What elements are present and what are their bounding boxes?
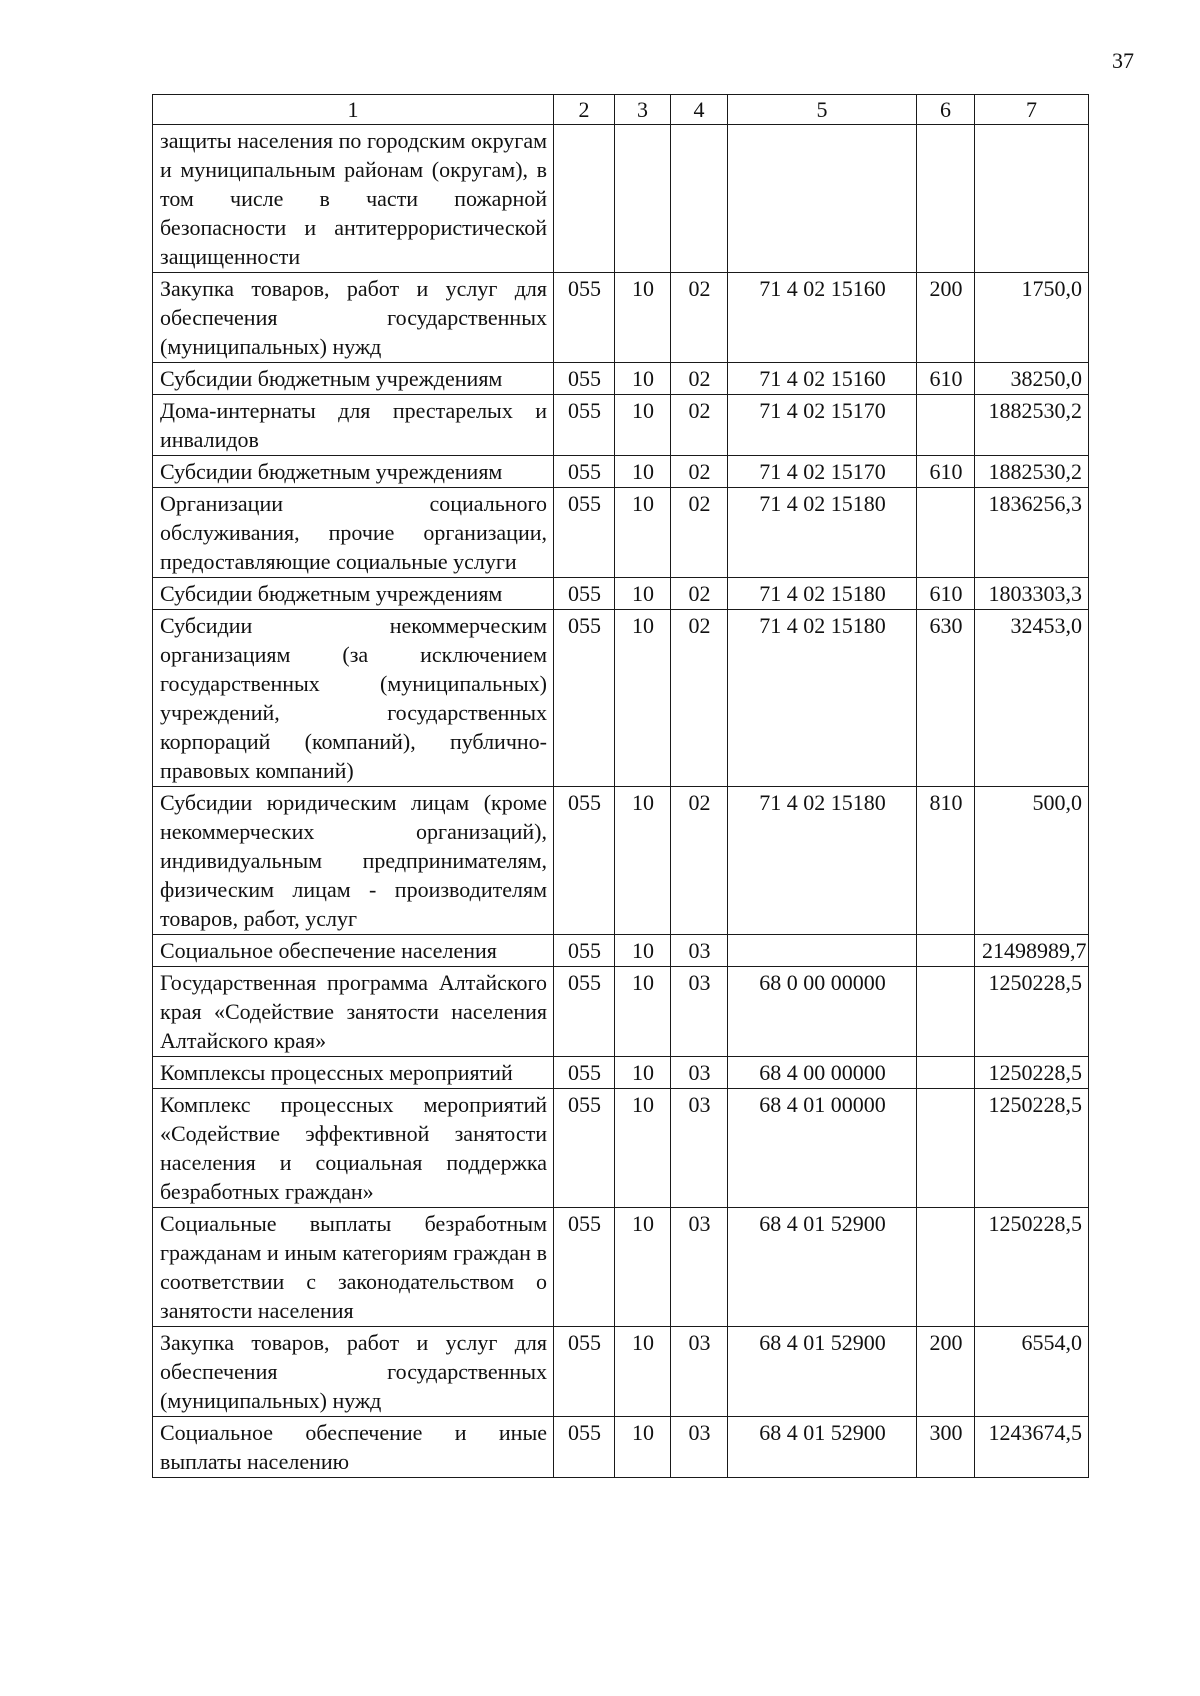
- ministry-code-cell: 055: [554, 1208, 615, 1327]
- expense-type-cell: [917, 125, 975, 273]
- section-code-cell: 10: [615, 363, 671, 395]
- ministry-code-cell: 055: [554, 456, 615, 488]
- amount-cell: 1750,0: [975, 273, 1089, 363]
- table-row: [153, 610, 1089, 787]
- expense-type-cell: 610: [917, 363, 975, 395]
- section-code-cell: 10: [615, 273, 671, 363]
- section-code-cell: 10: [615, 1208, 671, 1327]
- target-article-cell: 68 4 01 52900: [728, 1327, 917, 1417]
- expense-type-cell: [917, 1089, 975, 1208]
- section-code-cell: 10: [615, 1417, 671, 1478]
- expense-type-cell: 610: [917, 578, 975, 610]
- subsection-code-cell: 02: [671, 578, 728, 610]
- target-article-cell: 68 4 01 52900: [728, 1417, 917, 1478]
- target-article-cell: 71 4 02 15170: [728, 456, 917, 488]
- ministry-code-cell: 055: [554, 1417, 615, 1478]
- amount-cell: 1803303,3: [975, 578, 1089, 610]
- table-row: [153, 787, 1089, 935]
- target-article-cell: 71 4 02 15180: [728, 787, 917, 935]
- table-header-row: [153, 95, 1089, 125]
- ministry-code-cell: 055: [554, 578, 615, 610]
- header-cell-1: 1: [153, 95, 554, 125]
- expense-type-cell: [917, 488, 975, 578]
- amount-cell: 6554,0: [975, 1327, 1089, 1417]
- item-name-cell: Субсидии некоммерческим организациям (за исключением государственных (муниципальных) учреждений, государственных корпораций (компаний), публично-правовых компаний): [153, 610, 554, 787]
- amount-cell: 1243674,5: [975, 1417, 1089, 1478]
- expense-type-cell: 630: [917, 610, 975, 787]
- section-code-cell: 10: [615, 488, 671, 578]
- section-code-cell: 10: [615, 787, 671, 935]
- item-name-cell: Закупка товаров, работ и услуг для обеспечения государственных (муниципальных) нужд: [153, 273, 554, 363]
- table-row: [153, 273, 1089, 363]
- subsection-code-cell: 02: [671, 395, 728, 456]
- section-code-cell: 10: [615, 935, 671, 967]
- subsection-code-cell: 03: [671, 1208, 728, 1327]
- item-name-cell: Дома-интернаты для престарелых и инвалидов: [153, 395, 554, 456]
- section-code-cell: 10: [615, 967, 671, 1057]
- expense-type-cell: [917, 1057, 975, 1089]
- item-name-cell: Субсидии бюджетным учреждениям: [153, 363, 554, 395]
- table-row: [153, 395, 1089, 456]
- target-article-cell: 71 4 02 15160: [728, 273, 917, 363]
- budget-table: [152, 94, 1089, 1478]
- item-name-cell: Субсидии юридическим лицам (кроме некоммерческих организаций), индивидуальным предпринимателям, физическим лицам - производителям товаров, работ, услуг: [153, 787, 554, 935]
- target-article-cell: 68 4 01 00000: [728, 1089, 917, 1208]
- target-article-cell: [728, 125, 917, 273]
- subsection-code-cell: 02: [671, 456, 728, 488]
- expense-type-cell: 300: [917, 1417, 975, 1478]
- item-name-cell: Закупка товаров, работ и услуг для обеспечения государственных (муниципальных) нужд: [153, 1327, 554, 1417]
- expense-type-cell: [917, 967, 975, 1057]
- expense-type-cell: [917, 935, 975, 967]
- table-row: [153, 935, 1089, 967]
- header-cell-2: 2: [554, 95, 615, 125]
- section-code-cell: [615, 125, 671, 273]
- item-name-cell: Социальное обеспечение населения: [153, 935, 554, 967]
- table-row: [153, 1208, 1089, 1327]
- table-row: [153, 1057, 1089, 1089]
- header-cell-6: 6: [917, 95, 975, 125]
- target-article-cell: 71 4 02 15170: [728, 395, 917, 456]
- subsection-code-cell: 03: [671, 1417, 728, 1478]
- table-body: [153, 95, 1089, 1478]
- subsection-code-cell: 03: [671, 1057, 728, 1089]
- ministry-code-cell: 055: [554, 488, 615, 578]
- item-name-cell: Комплексы процессных мероприятий: [153, 1057, 554, 1089]
- target-article-cell: 68 0 00 00000: [728, 967, 917, 1057]
- ministry-code-cell: 055: [554, 935, 615, 967]
- amount-cell: 32453,0: [975, 610, 1089, 787]
- target-article-cell: 71 4 02 15180: [728, 488, 917, 578]
- subsection-code-cell: 02: [671, 273, 728, 363]
- item-name-cell: Организации социального обслуживания, прочие организации, предоставляющие социальные услуги: [153, 488, 554, 578]
- amount-cell: 1250228,5: [975, 1057, 1089, 1089]
- subsection-code-cell: 03: [671, 935, 728, 967]
- item-name-cell: Социальные выплаты безработным гражданам и иным категориям граждан в соответствии с законодательством о занятости населения: [153, 1208, 554, 1327]
- ministry-code-cell: 055: [554, 1327, 615, 1417]
- ministry-code-cell: 055: [554, 787, 615, 935]
- subsection-code-cell: 02: [671, 787, 728, 935]
- amount-cell: [975, 125, 1089, 273]
- section-code-cell: 10: [615, 1089, 671, 1208]
- section-code-cell: 10: [615, 1057, 671, 1089]
- expense-type-cell: [917, 395, 975, 456]
- table-row: [153, 578, 1089, 610]
- item-name-cell: Субсидии бюджетным учреждениям: [153, 456, 554, 488]
- expense-type-cell: 200: [917, 273, 975, 363]
- section-code-cell: 10: [615, 1327, 671, 1417]
- amount-cell: 1836256,3: [975, 488, 1089, 578]
- item-name-cell: Государственная программа Алтайского края «Содействие занятости населения Алтайского края»: [153, 967, 554, 1057]
- header-cell-3: 3: [615, 95, 671, 125]
- header-cell-7: 7: [975, 95, 1089, 125]
- subsection-code-cell: 03: [671, 1089, 728, 1208]
- ministry-code-cell: 055: [554, 1089, 615, 1208]
- target-article-cell: 71 4 02 15180: [728, 578, 917, 610]
- amount-cell: 1250228,5: [975, 967, 1089, 1057]
- ministry-code-cell: 055: [554, 967, 615, 1057]
- subsection-code-cell: 03: [671, 1327, 728, 1417]
- header-cell-5: 5: [728, 95, 917, 125]
- amount-cell: 500,0: [975, 787, 1089, 935]
- table-row: [153, 456, 1089, 488]
- subsection-code-cell: 02: [671, 363, 728, 395]
- item-name-cell: Комплекс процессных мероприятий «Содействие эффективной занятости населения и социальная поддержка безработных граждан»: [153, 1089, 554, 1208]
- subsection-code-cell: 02: [671, 610, 728, 787]
- section-code-cell: 10: [615, 395, 671, 456]
- section-code-cell: 10: [615, 610, 671, 787]
- amount-cell: 1882530,2: [975, 395, 1089, 456]
- header-cell-4: 4: [671, 95, 728, 125]
- section-code-cell: 10: [615, 456, 671, 488]
- table-row: [153, 488, 1089, 578]
- amount-cell: 1250228,5: [975, 1089, 1089, 1208]
- expense-type-cell: 810: [917, 787, 975, 935]
- ministry-code-cell: [554, 125, 615, 273]
- table-row: [153, 967, 1089, 1057]
- target-article-cell: [728, 935, 917, 967]
- subsection-code-cell: 03: [671, 967, 728, 1057]
- item-name-cell: Социальное обеспечение и иные выплаты населению: [153, 1417, 554, 1478]
- amount-cell: 38250,0: [975, 363, 1089, 395]
- item-name-cell: защиты населения по городским округам и муниципальным районам (округам), в том числе в части пожарной безопасности и антитеррористической защищенности: [153, 125, 554, 273]
- target-article-cell: 71 4 02 15160: [728, 363, 917, 395]
- table-row: [153, 1327, 1089, 1417]
- item-name-cell: Субсидии бюджетным учреждениям: [153, 578, 554, 610]
- amount-cell: 1250228,5: [975, 1208, 1089, 1327]
- expense-type-cell: 200: [917, 1327, 975, 1417]
- expense-type-cell: 610: [917, 456, 975, 488]
- expense-type-cell: [917, 1208, 975, 1327]
- ministry-code-cell: 055: [554, 610, 615, 787]
- amount-cell: 1882530,2: [975, 456, 1089, 488]
- amount-cell: 21498989,7: [975, 935, 1089, 967]
- table-row: [153, 363, 1089, 395]
- target-article-cell: 71 4 02 15180: [728, 610, 917, 787]
- section-code-cell: 10: [615, 578, 671, 610]
- target-article-cell: 68 4 01 52900: [728, 1208, 917, 1327]
- table-row: [153, 1089, 1089, 1208]
- target-article-cell: 68 4 00 00000: [728, 1057, 917, 1089]
- ministry-code-cell: 055: [554, 1057, 615, 1089]
- ministry-code-cell: 055: [554, 273, 615, 363]
- subsection-code-cell: [671, 125, 728, 273]
- ministry-code-cell: 055: [554, 395, 615, 456]
- ministry-code-cell: 055: [554, 363, 615, 395]
- table-row: [153, 125, 1089, 273]
- page-number: 37: [1112, 48, 1134, 73]
- table-row: [153, 1417, 1089, 1478]
- subsection-code-cell: 02: [671, 488, 728, 578]
